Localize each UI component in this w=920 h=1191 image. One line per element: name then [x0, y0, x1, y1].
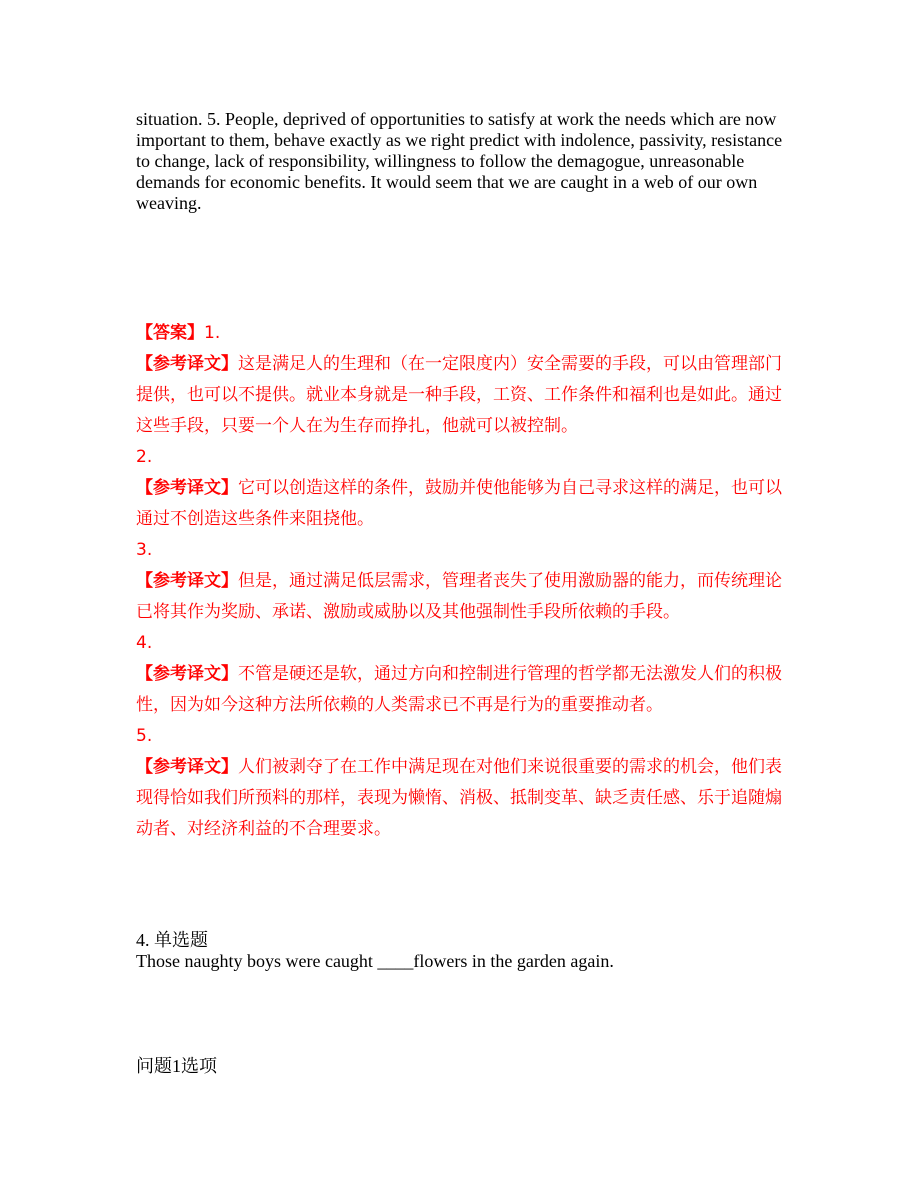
translation-text: 但是，通过满足低层需求，管理者丧失了使用激励器的能力，而传统理论已将其作为奖励、承诺、激励或威胁以及其他强制性手段所依赖的手段。: [136, 571, 782, 622]
answer-item-number: 5.: [136, 726, 153, 746]
answer-item-number: 3.: [136, 540, 153, 560]
answer-line: [136, 318, 796, 349]
translation-paragraph: [136, 566, 796, 628]
answer-item-number: 2.: [136, 447, 153, 467]
translation-text: 不管是硬还是软，通过方向和控制进行管理的哲学都无法激发人们的积极性，因为如今这种方法所依赖的人类需求已不再是行为的重要推动者。: [136, 664, 782, 715]
answer-label: 【答案】: [136, 323, 204, 343]
translation-paragraph: [136, 473, 796, 535]
translation-text: 这是满足人的生理和（在一定限度内）安全需要的手段，可以由管理部门提供，也可以不提供。就业本身就是一种手段，工资、工作条件和福利也是如此。通过这些手段，只要一个人在为生存而挣扎，他就可以被控制。: [136, 354, 782, 436]
translation-label: 【参考译文】: [136, 354, 238, 374]
passage-text: situation. 5. People, deprived of opportunities to satisfy at work the needs which are now important to them, behave exactly as we right predict with indolence, passivity, resistance to change, lack of responsibility, willingness to follow the demagogue, unreasonable demands for economic benefits. It would seem that we are caught in a web of our own weaving.: [136, 109, 783, 213]
translation-text: 它可以创造这样的条件，鼓励并使他能够为自己寻求这样的满足，也可以通过不创造这些条件来阻挠他。: [136, 478, 782, 529]
question-block: [136, 930, 796, 972]
options-heading: 问题1选项: [136, 1056, 217, 1076]
translation-paragraph: [136, 349, 796, 442]
translation-label: 【参考译文】: [136, 571, 238, 591]
question-stem: Those naughty boys were caught ____flowers in the garden again.: [136, 951, 614, 971]
translation-label: 【参考译文】: [136, 757, 238, 777]
translation-paragraph: [136, 659, 796, 721]
translation-label: 【参考译文】: [136, 664, 238, 684]
translation-label: 【参考译文】: [136, 478, 238, 498]
translation-text: 人们被剥夺了在工作中满足现在对他们来说很重要的需求的机会，他们表现得恰如我们所预料的那样，表现为懒惰、消极、抵制变革、缺乏责任感、乐于追随煽动者、对经济利益的不合理要求。: [136, 757, 782, 839]
answer-item-number: 4.: [136, 633, 153, 653]
answer-section: [136, 318, 796, 845]
question-heading: 4. 单选题: [136, 930, 208, 950]
translation-paragraph: [136, 752, 796, 845]
answer-item-number: 1.: [204, 323, 221, 343]
